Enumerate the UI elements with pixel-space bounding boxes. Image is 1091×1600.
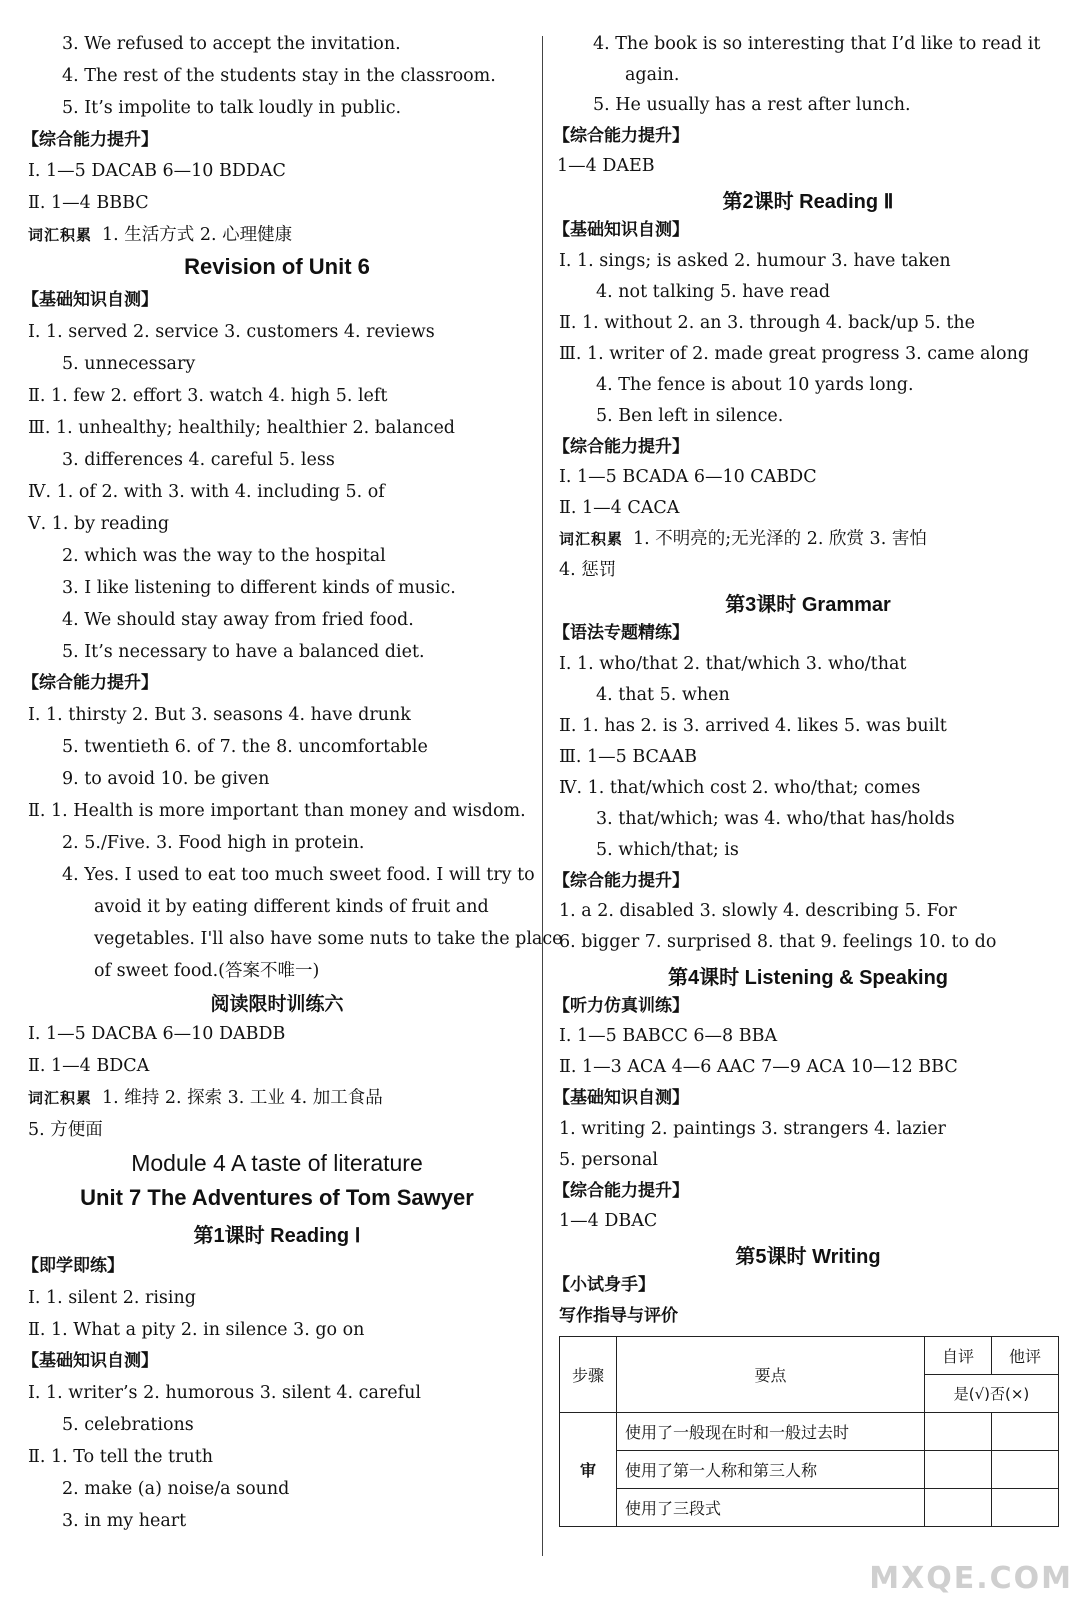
answer-line: Ⅲ. 1—5 BCAAB — [559, 747, 698, 767]
answer-line: 5. twentieth 6. of 7. the 8. uncomfortable — [62, 737, 428, 757]
lesson-title: 第3课时 Grammar — [725, 594, 891, 616]
answer-line: 4. We should stay away from fried food. — [62, 610, 414, 630]
answer-line: 5. personal — [559, 1150, 659, 1170]
writing-evaluation-table — [559, 1336, 1059, 1527]
answer-line: 5. celebrations — [62, 1415, 194, 1435]
answer-line: Ⅲ. 1. unhealthy; healthily; healthier 2. balanced — [28, 418, 456, 438]
vocab-line — [559, 526, 927, 552]
answer-line: Ⅰ. 1—5 DACAB 6—10 BDDAC — [28, 161, 286, 181]
section-label: 【综合能力提升】 — [553, 126, 689, 146]
vocab-items: 1. 生活方式 2. 心理健康 — [102, 225, 293, 245]
answer-line: 5. Ben left in silence. — [596, 406, 784, 426]
checklist-item: 使用了一般现在时和一般过去时 — [617, 1413, 925, 1451]
checklist-item: 使用了第一人称和第三人称 — [617, 1451, 925, 1489]
answer-line: 3. in my heart — [62, 1511, 187, 1531]
section-label: 【即学即练】 — [22, 1256, 124, 1276]
answer-line: 4. not talking 5. have read — [596, 282, 831, 302]
writing-guide-label: 写作指导与评价 — [559, 1306, 678, 1326]
section-label: 【基础知识自测】 — [553, 1088, 689, 1108]
column-divider — [542, 36, 543, 1556]
vocab-items: 1. 不明亮的;无光泽的 2. 欣赏 3. 害怕 — [633, 529, 927, 549]
answer-line: Ⅰ. 1. who/that 2. that/which 3. who/that — [559, 654, 907, 674]
answer-line: Ⅲ. 1. writer of 2. made great progress 3. came along — [559, 344, 1030, 364]
answer-line: 5. which/that; is — [596, 840, 739, 860]
answer-line: 5. It’s necessary to have a balanced diet. — [62, 642, 425, 662]
answer-line: 3. that/which; was 4. who/that has/holds — [596, 809, 955, 829]
answer-line: Ⅰ. 1. writer’s 2. humorous 3. silent 4. careful — [28, 1383, 421, 1403]
watermark: MXQE.COM — [869, 1561, 1073, 1596]
answer-line: 4. that 5. when — [596, 685, 730, 705]
peer-eval-cell — [992, 1489, 1059, 1527]
section-label: 【基础知识自测】 — [553, 220, 689, 240]
section-label: 【语法专题精练】 — [553, 623, 689, 643]
answer-line: Ⅱ. 1. To tell the truth — [28, 1447, 214, 1467]
answer-line: Ⅰ. 1—5 BABCC 6—8 BBA — [559, 1026, 778, 1046]
section-label: 【小试身手】 — [553, 1275, 655, 1295]
answer-line: 4. The fence is about 10 yards long. — [596, 375, 914, 395]
vocab-line: 5. 方便面 — [28, 1120, 103, 1140]
answer-line: Ⅱ. 1—4 BBBC — [28, 193, 149, 213]
section-label: 【听力仿真训练】 — [553, 996, 689, 1016]
vocab-label: 词汇积累 — [559, 530, 624, 548]
answer-line: Ⅱ. 1. without 2. an 3. through 4. back/up 5. the — [559, 313, 976, 333]
answer-line: 3. I like listening to different kinds of music. — [62, 578, 456, 598]
self-eval-cell — [925, 1489, 992, 1527]
vocab-line: 4. 惩罚 — [559, 560, 617, 580]
section-label: 【综合能力提升】 — [553, 871, 689, 891]
lesson-title: 第5课时 Writing — [735, 1246, 881, 1268]
answer-line: Ⅴ. 1. by reading — [28, 514, 170, 534]
self-eval-header: 自评 — [925, 1337, 992, 1375]
section-label: 【综合能力提升】 — [553, 1181, 689, 1201]
section-label: 【基础知识自测】 — [22, 290, 158, 310]
step-shen: 审 — [560, 1413, 617, 1527]
answer-line: Ⅳ. 1. of 2. with 3. with 4. including 5. of — [28, 482, 385, 502]
step-header: 步骤 — [560, 1337, 617, 1413]
peer-eval-cell — [992, 1413, 1059, 1451]
answer-line: vegetables. I'll also have some nuts to take the place — [94, 929, 563, 949]
answer-line: Ⅱ. 1—4 CACA — [559, 498, 680, 518]
vocab-line — [28, 1085, 383, 1111]
self-eval-cell — [925, 1413, 992, 1451]
answer-line: Ⅱ. 1. has 2. is 3. arrived 4. likes 5. was built — [559, 716, 947, 736]
peer-eval-header: 他评 — [992, 1337, 1059, 1375]
answer-line: 5. unnecessary — [62, 354, 196, 374]
answer-line: 9. to avoid 10. be given — [62, 769, 270, 789]
section-label: 【综合能力提升】 — [553, 437, 689, 457]
answer-line: 6. bigger 7. surprised 8. that 9. feelings 10. to do — [559, 932, 997, 952]
answer-line: Ⅱ. 1—4 BDCA — [28, 1056, 150, 1076]
answer-line: Ⅰ. 1. silent 2. rising — [28, 1288, 196, 1308]
answer-line: 2. which was the way to the hospital — [62, 546, 386, 566]
lesson-title: 第2课时 Reading Ⅱ — [722, 191, 894, 213]
answer-line: 2. 5./Five. 3. Food high in protein. — [62, 833, 365, 853]
answer-line: Ⅰ. 1—5 DACBA 6—10 DABDB — [28, 1024, 286, 1044]
vocab-line — [28, 222, 292, 248]
answer-line: 4. The book is so interesting that I’d like to read it — [593, 34, 1041, 54]
module-title: Module 4 A taste of literature — [131, 1150, 423, 1176]
answer-line: 1. a 2. disabled 3. slowly 4. describing 5. For — [559, 901, 957, 921]
section-label: 【综合能力提升】 — [22, 673, 158, 693]
points-header: 要点 — [617, 1337, 925, 1413]
answer-line: 3. differences 4. careful 5. less — [62, 450, 335, 470]
unit-title: Unit 7 The Adventures of Tom Sawyer — [80, 1185, 474, 1210]
answer-line: Ⅰ. 1. served 2. service 3. customers 4. reviews — [28, 322, 435, 342]
answer-line: Ⅳ. 1. that/which cost 2. who/that; comes — [559, 778, 921, 798]
answer-line: again. — [625, 65, 680, 85]
vocab-label: 词汇积累 — [28, 1089, 93, 1107]
answer-line: Ⅰ. 1. sings; is asked 2. humour 3. have taken — [559, 251, 951, 271]
lesson-title: 第1课时 Reading Ⅰ — [193, 1225, 361, 1247]
answer-line: Ⅱ. 1. What a pity 2. in silence 3. go on — [28, 1320, 365, 1340]
answer-line: 4. The rest of the students stay in the classroom. — [62, 66, 496, 86]
section-label: 【基础知识自测】 — [22, 1351, 158, 1371]
section-label: 【综合能力提升】 — [22, 130, 158, 150]
checklist-item: 使用了三段式 — [617, 1489, 925, 1527]
peer-eval-cell — [992, 1451, 1059, 1489]
answer-line: Ⅰ. 1. thirsty 2. But 3. seasons 4. have drunk — [28, 705, 411, 725]
vocab-items: 1. 维持 2. 探索 3. 工业 4. 加工食品 — [102, 1088, 383, 1108]
answer-line: 5. He usually has a rest after lunch. — [593, 95, 911, 115]
yes-no-legend: 是(√)否(×) — [925, 1375, 1059, 1413]
self-eval-cell — [925, 1451, 992, 1489]
answer-line: 3. We refused to accept the invitation. — [62, 34, 401, 54]
reading-practice-title: 阅读限时训练六 — [210, 993, 344, 1015]
lesson-title: 第4课时 Listening & Speaking — [667, 967, 949, 989]
answer-line: 5. It’s impolite to talk loudly in public. — [62, 98, 402, 118]
answer-line: Ⅱ. 1. Health is more important than money and wisdom. — [28, 801, 526, 821]
answer-line: Ⅱ. 1. few 2. effort 3. watch 4. high 5. left — [28, 386, 388, 406]
answer-line: 1—4 DBAC — [559, 1211, 658, 1231]
answer-line: 4. Yes. I used to eat too much sweet food. I will try to — [62, 865, 535, 885]
answer-line: 2. make (a) noise/a sound — [62, 1479, 290, 1499]
answer-line: 1—4 DAEB — [557, 156, 655, 176]
vocab-label: 词汇积累 — [28, 226, 93, 244]
answer-line: Ⅱ. 1—3 ACA 4—6 AAC 7—9 ACA 10—12 BBC — [559, 1057, 958, 1077]
answer-line: 1. writing 2. paintings 3. strangers 4. lazier — [559, 1119, 946, 1139]
answer-line: avoid it by eating different kinds of fruit and — [94, 897, 489, 917]
answer-line: of sweet food.(答案不唯一) — [94, 961, 320, 981]
revision-title: Revision of Unit 6 — [184, 254, 370, 279]
answer-line: Ⅰ. 1—5 BCADA 6—10 CABDC — [559, 467, 817, 487]
